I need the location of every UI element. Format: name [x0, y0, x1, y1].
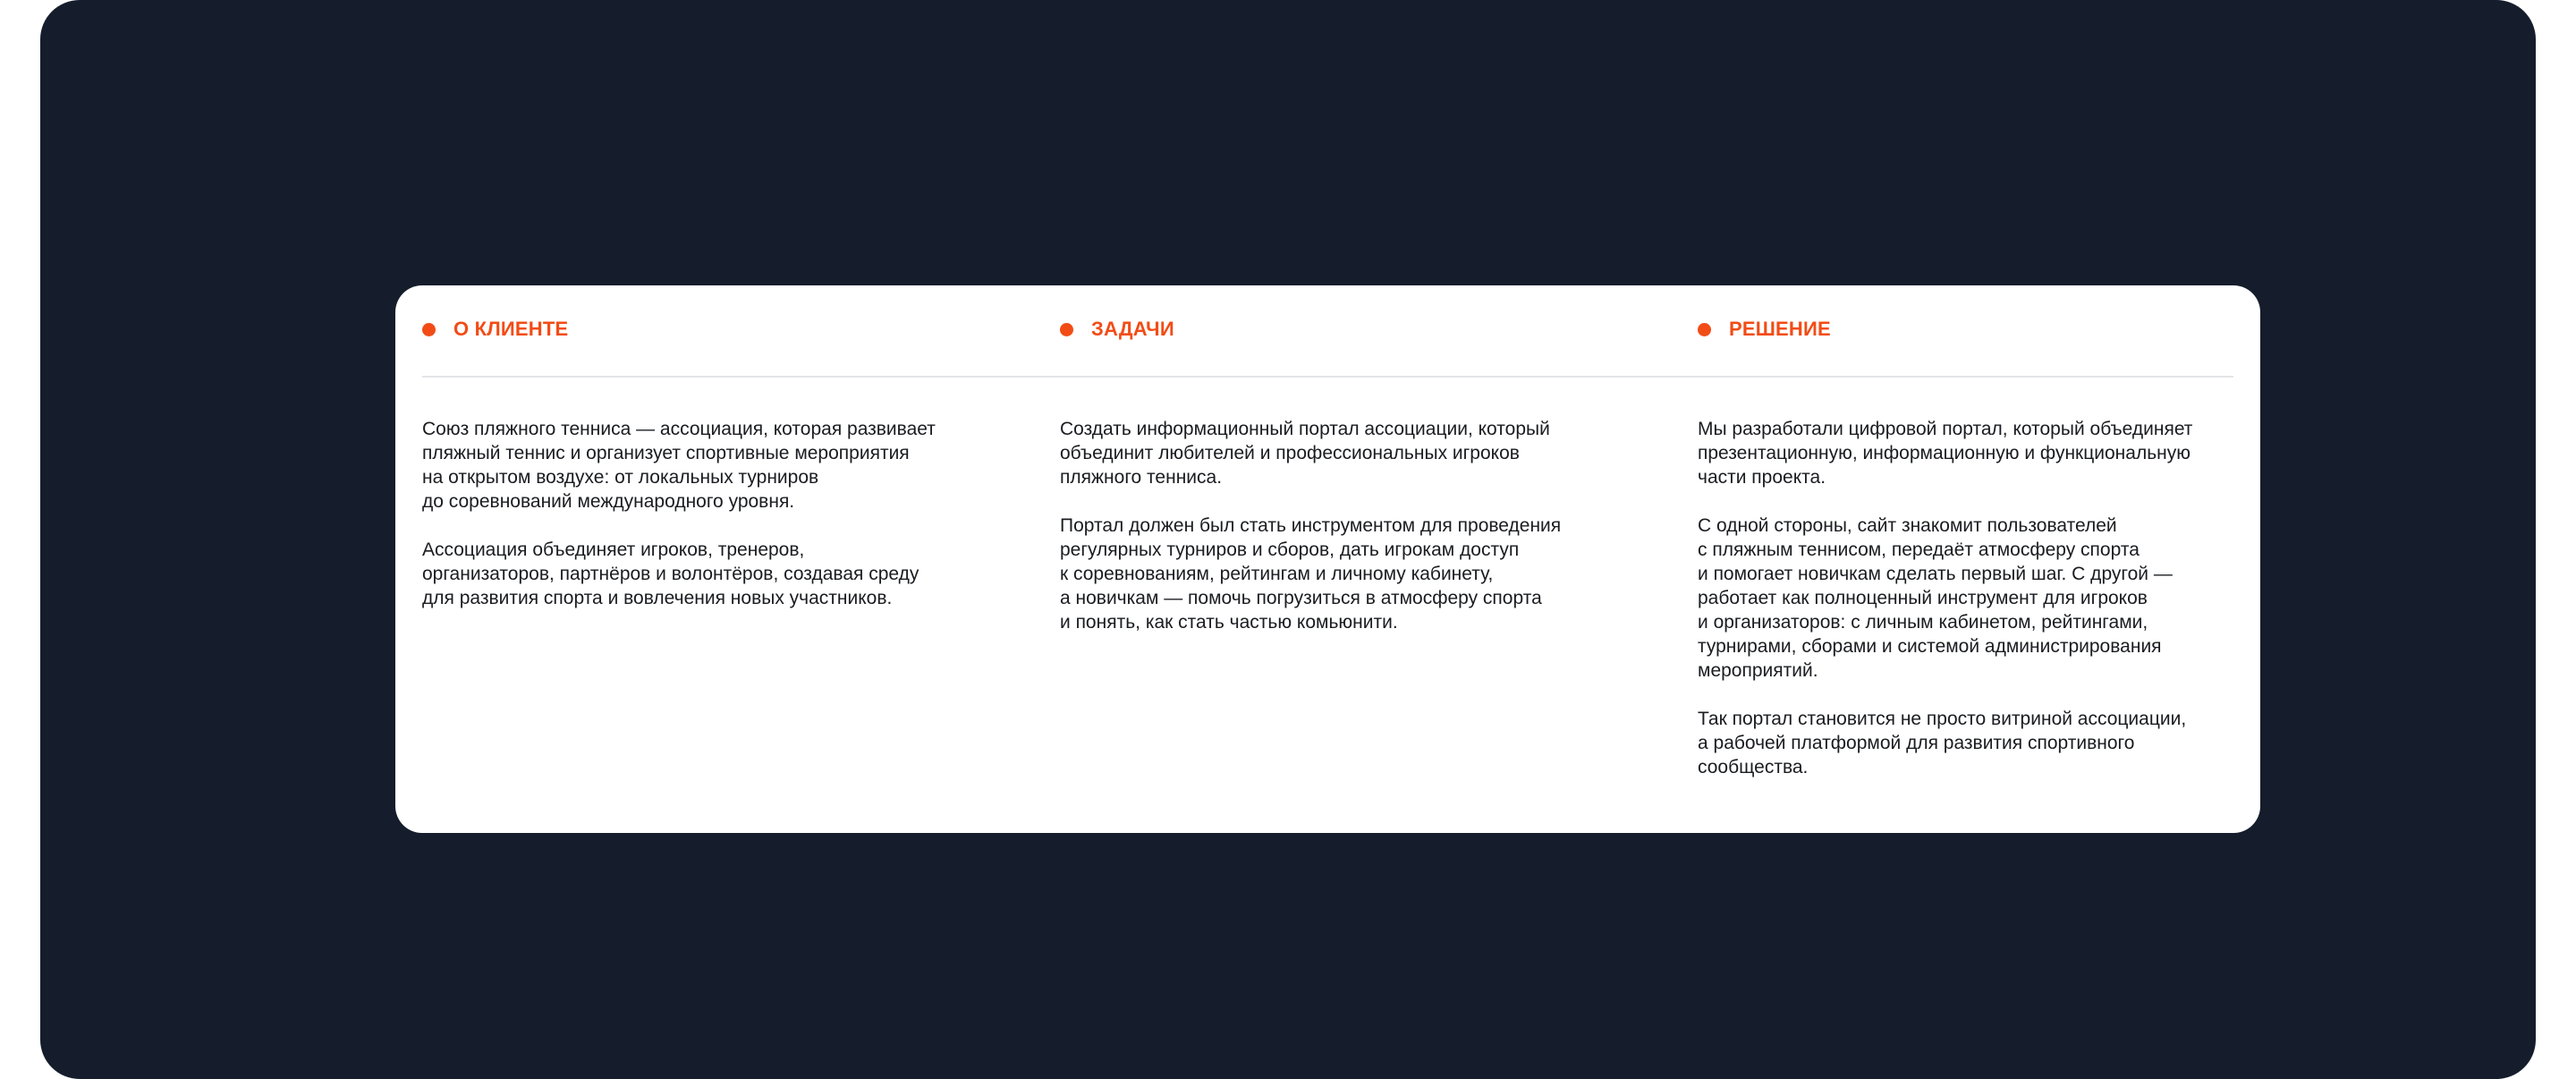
paragraph: Мы разработали цифровой портал, который объединяет презентационную, информационную и функциональную части проекта. [1698, 419, 2193, 488]
bullet-dot-icon [1060, 323, 1073, 336]
column-title: ЗАДАЧИ [1091, 318, 1174, 340]
column-title: О КЛИЕНТЕ [453, 318, 569, 340]
paragraph: Портал должен был стать инструментом для проведения регулярных турниров и сборов, дать игрокам доступ к соревнованиям, рейтингам и личному кабинету, а новичкам — помочь погрузиться в атмосферу спорта и понять, как стать частью комьюнити. [1060, 515, 1562, 633]
paragraph: Ассоциация объединяет игроков, тренеров, организаторов, партнёров и волонтёров, создавая среду для развития спорта и вовлечения новых участников. [422, 540, 919, 608]
paragraph: Так портал становится не просто витриной ассоциации, а рабочей платформой для развития спортивного сообщества. [1698, 709, 2187, 777]
dark-background-frame [40, 0, 2536, 1079]
column-body [1060, 417, 1650, 658]
column-body [422, 417, 1013, 634]
column-header [422, 316, 568, 343]
column-body [1698, 417, 2288, 803]
paragraph: Союз пляжного тенниса — ассоциация, которая развивает пляжный теннис и организует спортивные мероприятия на открытом воздухе: от локальных турниров до соревнований международного уровня. [422, 419, 936, 512]
header-divider [422, 376, 2233, 378]
paragraph: С одной стороны, сайт знакомит пользователей с пляжным теннисом, передаёт атмосферу спорта и помогает новичкам сделать первый шаг. С другой — работает как полноценный инструмент для игроков и организаторов: с личным кабинетом, рейтингами, турнирами, сборами и системой администрирования мероприятий. [1698, 515, 2173, 681]
column-header [1698, 316, 1831, 343]
bullet-dot-icon [422, 323, 436, 336]
paragraph: Создать информационный портал ассоциации, который объединит любителей и профессиональных игроков пляжного тенниса. [1060, 419, 1550, 488]
column-header [1060, 316, 1174, 343]
bullet-dot-icon [1698, 323, 1711, 336]
column-title: РЕШЕНИЕ [1729, 318, 1831, 340]
case-info-card [395, 285, 2260, 833]
